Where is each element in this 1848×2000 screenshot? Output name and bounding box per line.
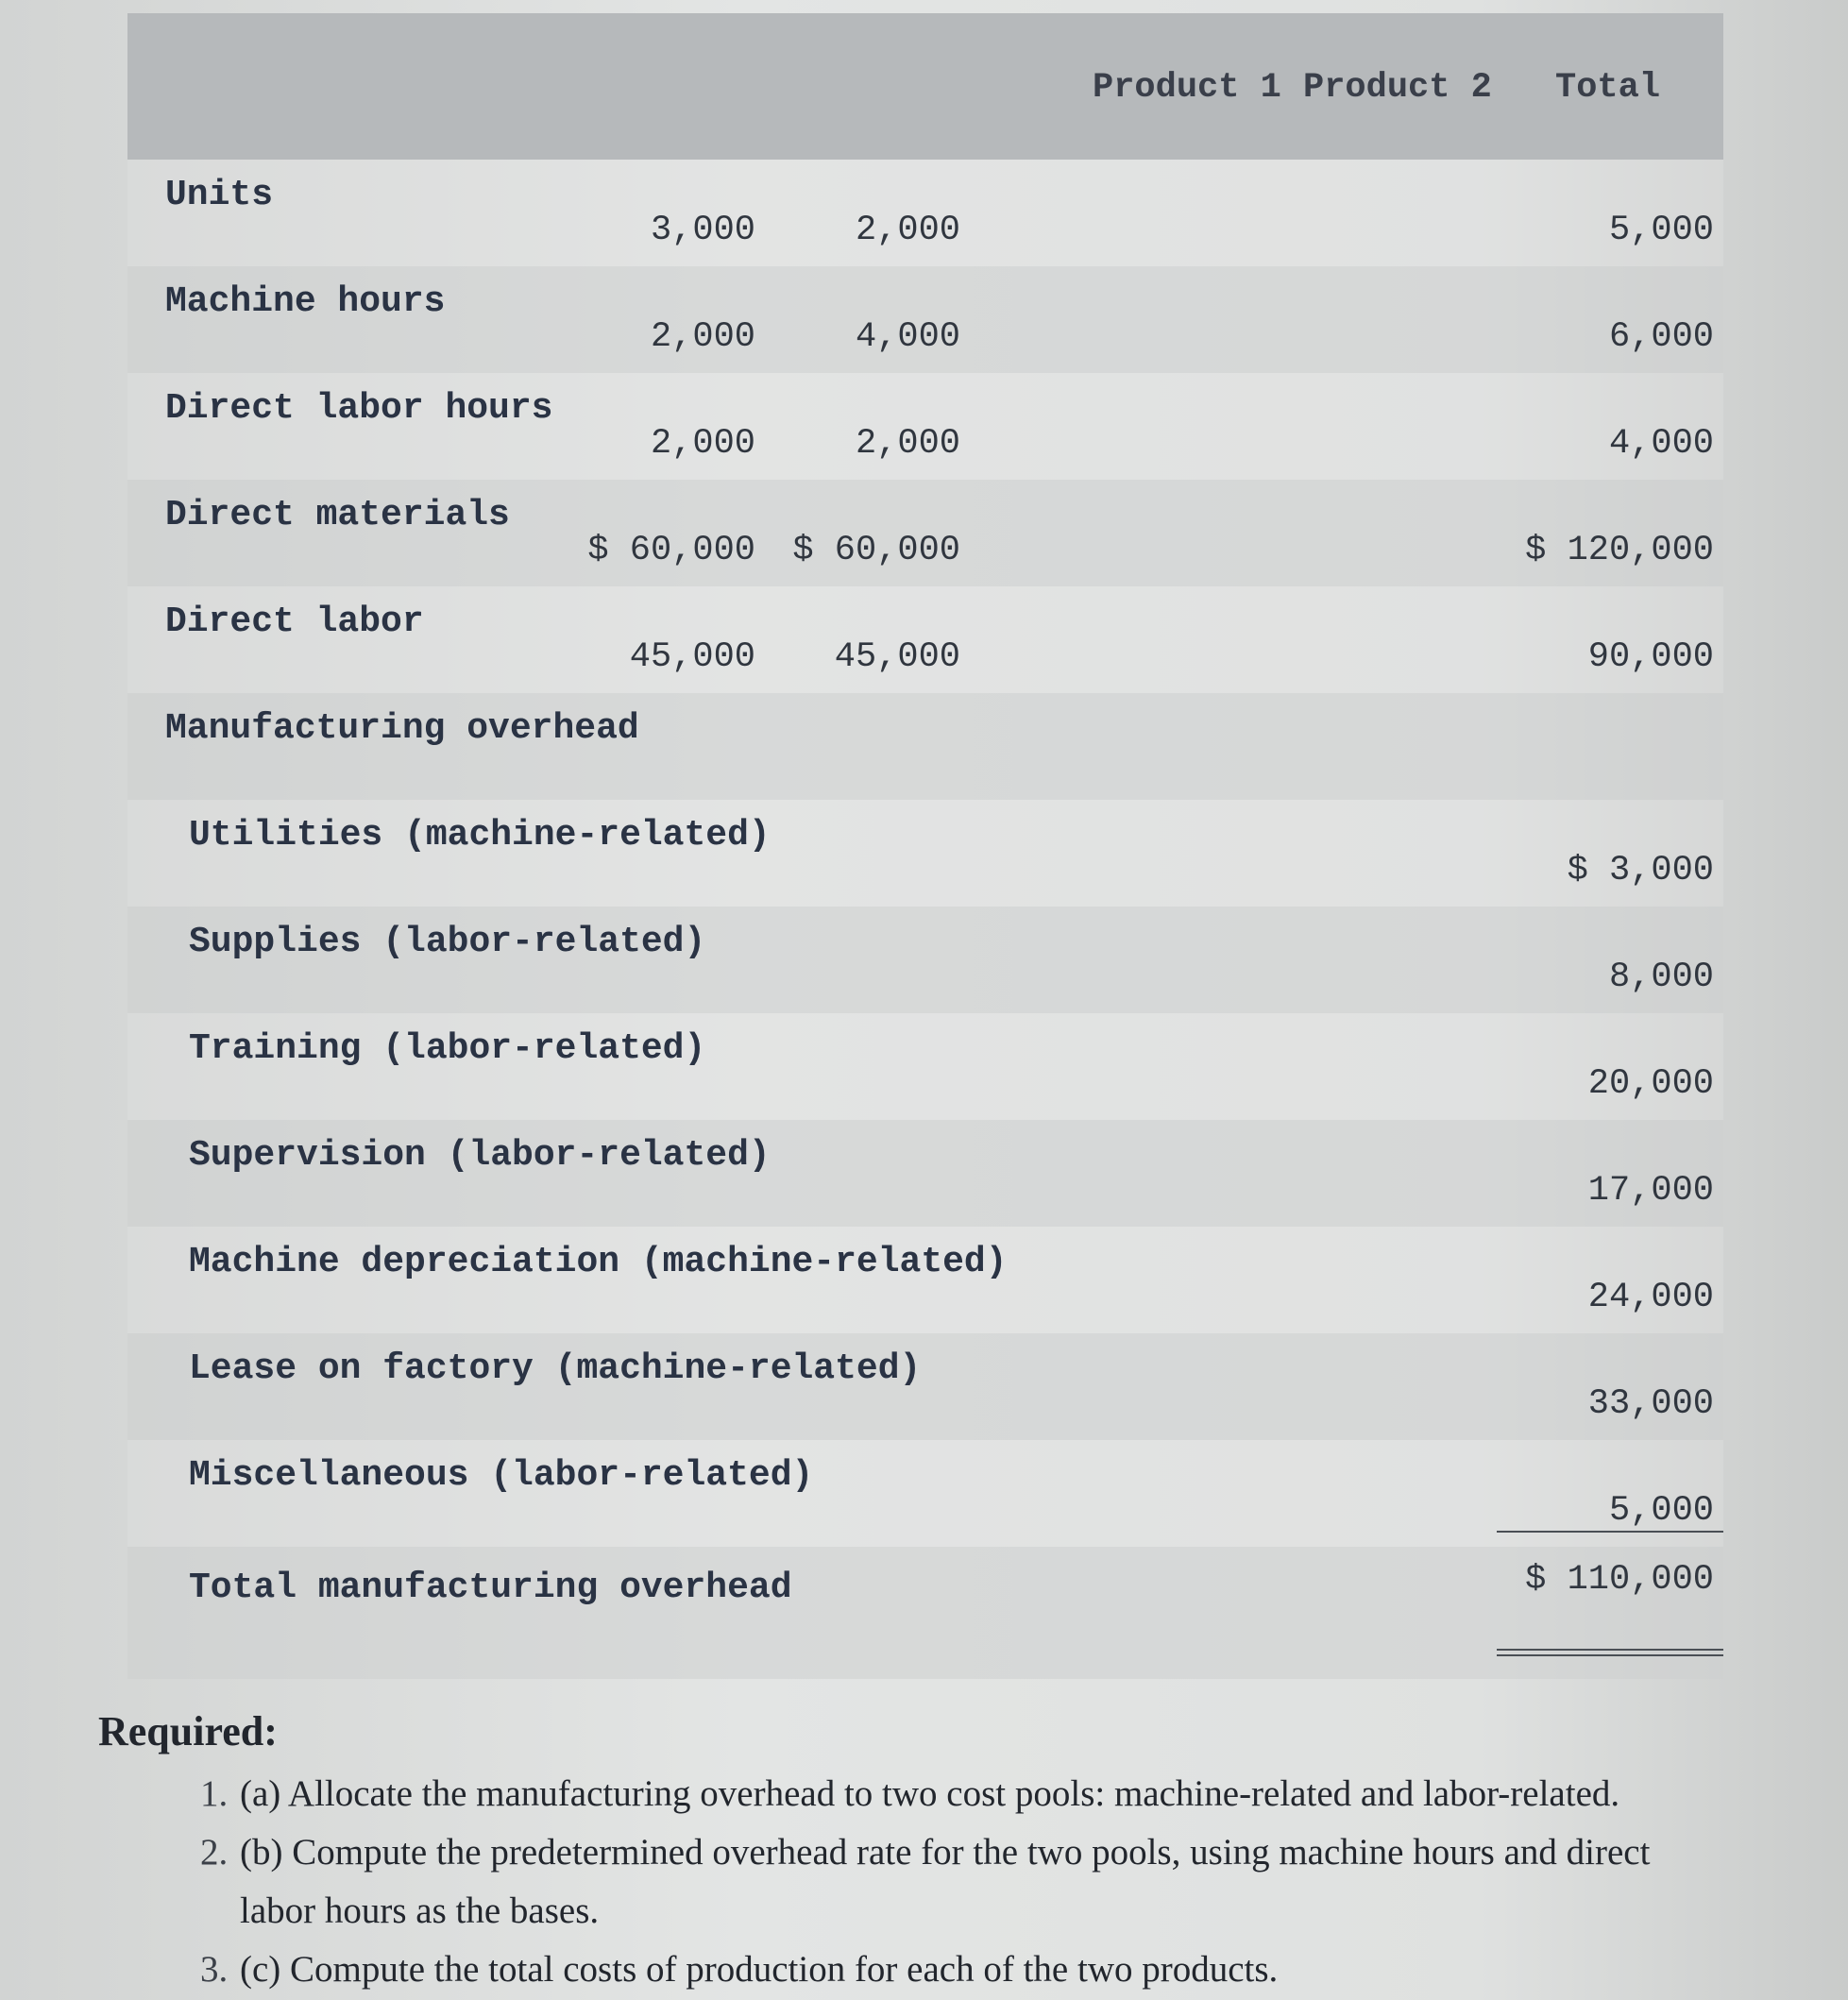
subtotal-rule bbox=[1497, 1531, 1723, 1533]
item-number: 2. bbox=[200, 1832, 229, 1873]
cell-total: 8,000 bbox=[1608, 958, 1714, 997]
table-row-machine-hours bbox=[127, 266, 1723, 373]
row-label: Supervision (labor-related) bbox=[189, 1135, 771, 1176]
table-row-direct-labor bbox=[127, 586, 1723, 693]
table-row-supplies bbox=[127, 907, 1723, 1013]
row-label: Direct materials bbox=[165, 495, 510, 535]
cell-total: 17,000 bbox=[1587, 1171, 1714, 1211]
cell-total: $ 120,000 bbox=[1525, 531, 1714, 570]
required-title: Required: bbox=[98, 1708, 278, 1754]
cell-total: $ 110,000 bbox=[1525, 1560, 1714, 1600]
cell-product-2: 4,000 bbox=[855, 317, 960, 357]
table-row-utilities bbox=[127, 800, 1723, 907]
item-text-continued: labor hours as the bases. bbox=[240, 1890, 600, 1931]
table-row-miscellaneous bbox=[127, 1440, 1723, 1547]
table-row-machine-depreciation bbox=[127, 1227, 1723, 1333]
cell-total: 90,000 bbox=[1587, 637, 1714, 677]
row-label: Training (labor-related) bbox=[189, 1028, 706, 1069]
header-product-1: Product 1 bbox=[1093, 68, 1281, 108]
item-text: (a) Allocate the manufacturing overhead to two cost pools: machine-related and labor-related. bbox=[240, 1773, 1620, 1814]
row-label: Total manufacturing overhead bbox=[189, 1568, 792, 1608]
table-row-units bbox=[127, 160, 1723, 266]
row-label: Machine depreciation (machine-related) bbox=[189, 1242, 1008, 1282]
list-item bbox=[200, 1765, 1798, 1823]
table-row-direct-labor-hours bbox=[127, 373, 1723, 480]
cell-product-1: 45,000 bbox=[629, 637, 755, 677]
cell-product-2: 45,000 bbox=[834, 637, 960, 677]
list-item bbox=[200, 1823, 1798, 1941]
header-total: Total bbox=[1555, 68, 1661, 108]
item-text: (b) Compute the predetermined overhead rate for the two pools, using machine hours and direct bbox=[240, 1832, 1651, 1873]
row-label: Units bbox=[165, 175, 274, 215]
cell-total: 33,000 bbox=[1587, 1384, 1714, 1424]
list-item bbox=[200, 1941, 1798, 1999]
cell-total: 4,000 bbox=[1608, 424, 1714, 464]
item-number: 1. bbox=[200, 1773, 229, 1814]
cell-total: 5,000 bbox=[1608, 211, 1714, 250]
header-product-2: Product 2 bbox=[1303, 68, 1492, 108]
row-label: Direct labor hours bbox=[165, 388, 553, 429]
cell-product-1: $ 60,000 bbox=[587, 531, 755, 570]
row-label: Machine hours bbox=[165, 281, 446, 322]
cell-product-2: 2,000 bbox=[855, 211, 960, 250]
cost-data-table bbox=[127, 13, 1723, 1679]
row-label: Direct labor bbox=[165, 602, 424, 642]
required-section bbox=[98, 1707, 1798, 1999]
cell-total: $ 3,000 bbox=[1567, 851, 1714, 890]
row-label: Lease on factory (machine-related) bbox=[189, 1348, 922, 1389]
table-row-lease-on-factory bbox=[127, 1333, 1723, 1440]
cell-product-2: 2,000 bbox=[855, 424, 960, 464]
row-label: Utilities (machine-related) bbox=[189, 815, 771, 856]
table-row-manufacturing-overhead bbox=[127, 693, 1723, 800]
table-header bbox=[127, 13, 1723, 160]
cell-product-1: 2,000 bbox=[650, 424, 755, 464]
item-text: (c) Compute the total costs of production for each of the two products. bbox=[240, 1949, 1279, 1990]
table-row-supervision bbox=[127, 1120, 1723, 1227]
total-double-rule bbox=[1497, 1649, 1723, 1656]
table-row-direct-materials bbox=[127, 480, 1723, 586]
cell-product-2: $ 60,000 bbox=[792, 531, 960, 570]
table-row-total-overhead bbox=[127, 1547, 1723, 1679]
cell-total: 6,000 bbox=[1608, 317, 1714, 357]
table-row-training bbox=[127, 1013, 1723, 1120]
required-list bbox=[98, 1765, 1798, 1999]
section-heading: Manufacturing overhead bbox=[165, 708, 639, 749]
cell-total: 5,000 bbox=[1608, 1491, 1714, 1531]
cell-product-1: 2,000 bbox=[650, 317, 755, 357]
cell-product-1: 3,000 bbox=[650, 211, 755, 250]
cell-total: 20,000 bbox=[1587, 1064, 1714, 1104]
cell-total: 24,000 bbox=[1587, 1278, 1714, 1317]
item-number: 3. bbox=[200, 1949, 229, 1990]
row-label: Miscellaneous (labor-related) bbox=[189, 1455, 814, 1496]
row-label: Supplies (labor-related) bbox=[189, 922, 706, 962]
